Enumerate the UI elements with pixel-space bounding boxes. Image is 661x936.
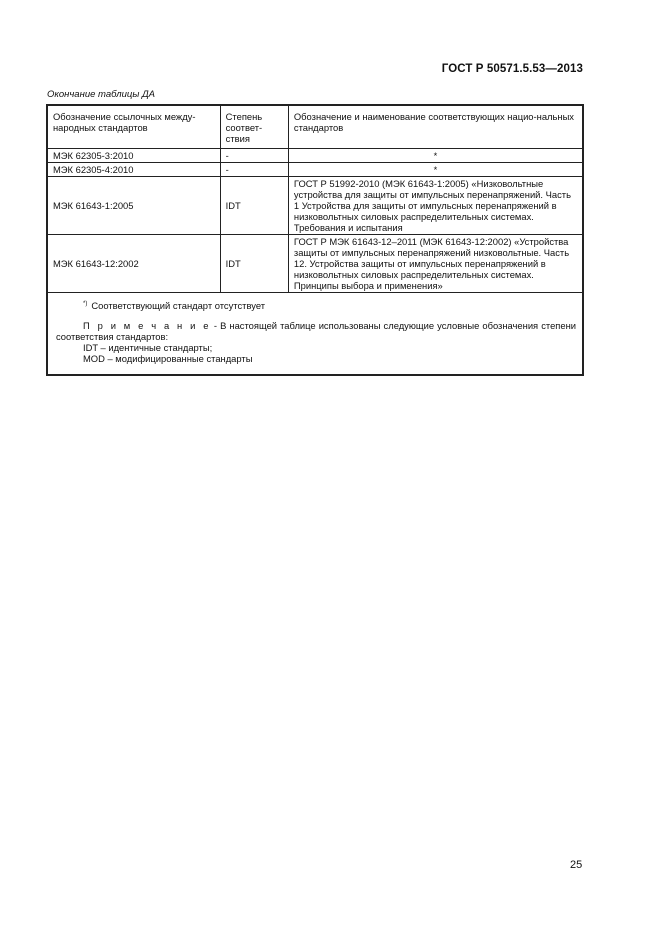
column-header-national: Обозначение и наименование соответствующих нацио-нальных стандартов (288, 105, 583, 149)
document-code: ГОСТ Р 50571.5.53—2013 (441, 63, 583, 75)
reference-cell: МЭК 61643-12:2002 (47, 235, 220, 293)
table-caption: Окончание таблицы ДА (47, 89, 155, 100)
table-row (47, 149, 583, 163)
column-header-reference: Обозначение ссылочных между-народных стандартов (47, 105, 220, 149)
degree-cell: IDT (220, 235, 288, 293)
table-row (47, 235, 583, 293)
reference-cell: МЭК 61643-1:2005 (47, 177, 220, 235)
degree-cell: - (220, 149, 288, 163)
notes-row (47, 293, 583, 376)
column-header-degree: Степень соответ-ствия (220, 105, 288, 149)
reference-standards-table (46, 104, 584, 376)
footnote-text: Соответствующий стандарт отсутствует (91, 300, 266, 311)
footnote (83, 299, 576, 311)
note-label: П р и м е ч а н и е (83, 320, 211, 331)
table-row (47, 163, 583, 177)
notes-cell (47, 293, 583, 376)
degree-cell: IDT (220, 177, 288, 235)
note-text: - В настоящей таблице использованы следующие условные обозначения степени соответствия стандартов: (56, 320, 576, 342)
note-item-mod: MOD – модифицированные стандарты (83, 353, 253, 364)
page-number: 25 (570, 859, 583, 871)
note-item-idt: IDT – идентичные стандарты; (83, 342, 213, 353)
national-cell: ГОСТ Р МЭК 61643-12–2011 (МЭК 61643-12:2002) «Устройства защиты от импульсных перенапряжений низковольтные. Часть 12. Устройства защиты от импульсных перенапряжений в низковольтных силовых распределительных системах. Принципы выбора и применения» (288, 235, 583, 293)
table-row (47, 177, 583, 235)
reference-cell: МЭК 62305-4:2010 (47, 163, 220, 177)
footnote-mark: *) (83, 301, 88, 307)
national-cell: * (288, 163, 583, 177)
note-paragraph (56, 320, 576, 342)
national-cell: * (288, 149, 583, 163)
national-cell: ГОСТ Р 51992-2010 (МЭК 61643-1:2005) «Низковольтные устройства для защиты от импульсных перенапряжений. Часть 1 Устройства для защиты от импульсных перенапряжений в низковольтных силовых распределительных системах. Требования и испытания (288, 177, 583, 235)
reference-cell: МЭК 62305-3:2010 (47, 149, 220, 163)
degree-cell: - (220, 163, 288, 177)
